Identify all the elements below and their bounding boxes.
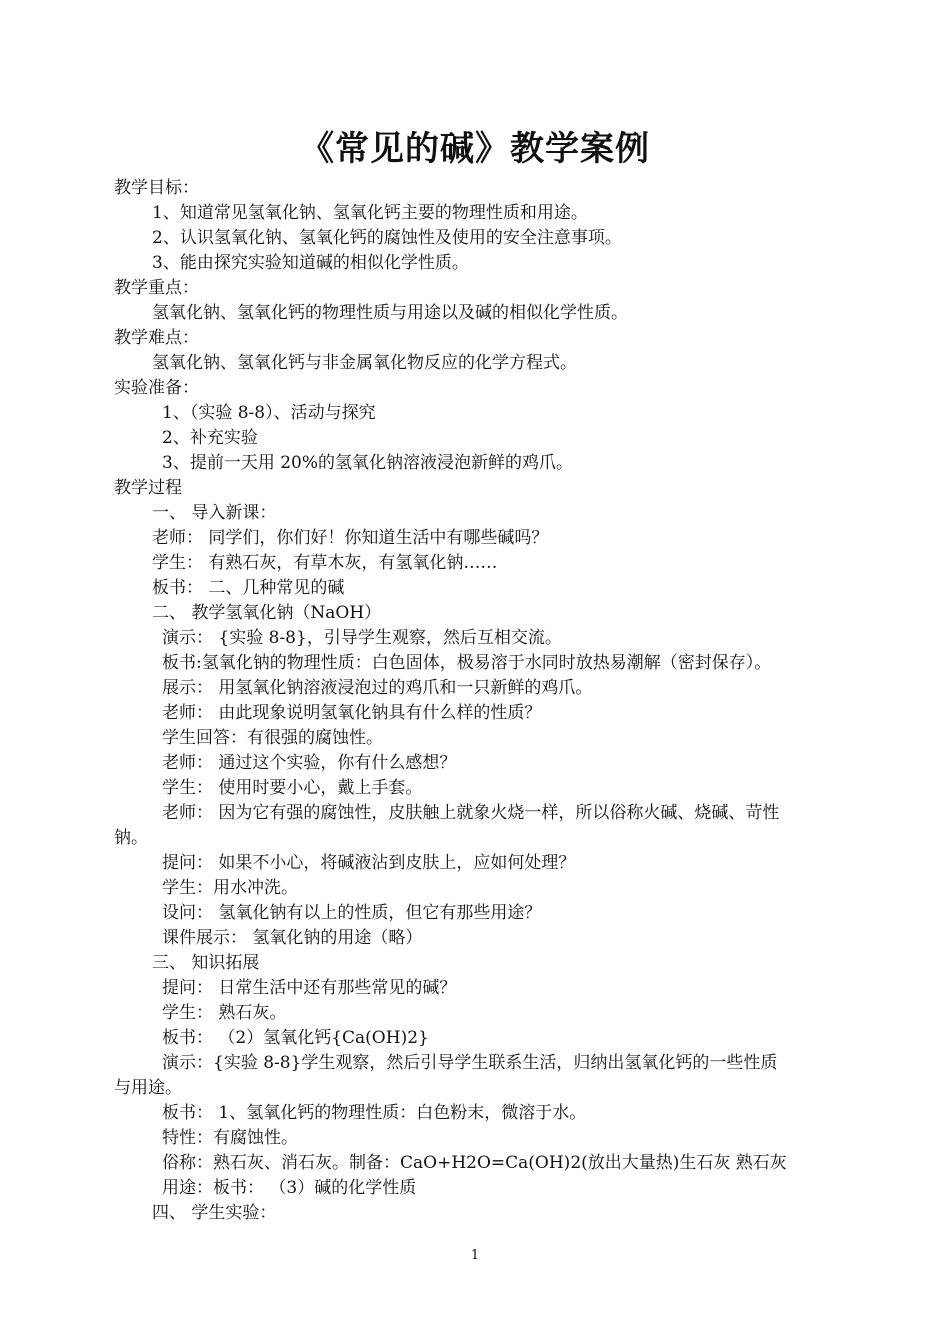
text-line: 展示： 用氢氧化钠溶液浸泡过的鸡爪和一只新鲜的鸡爪。 (162, 678, 593, 698)
text-line: 俗称：熟石灰、消石灰。制备：CaO+H2O=Ca(OH)2(放出大量热)生石灰 熟石灰 (162, 1153, 787, 1173)
text-line: 3、提前一天用 20%的氢氧化钠溶液浸泡新鲜的鸡爪。 (162, 453, 574, 473)
document-title: 《常见的碱》教学案例 (300, 129, 650, 169)
text-line: 用途：板书： （3）碱的化学性质 (162, 1178, 417, 1198)
text-line: 3、能由探究实验知道碱的相似化学性质。 (152, 253, 469, 273)
text-line: 学生： 有熟石灰，有草木灰，有氢氧化钠…… (152, 553, 498, 573)
text-line: 学生回答：有很强的腐蚀性。 (162, 728, 383, 748)
text-line: 实验准备： (114, 378, 199, 398)
text-line: 二、 教学氢氧化钠（NaOH） (152, 603, 382, 623)
text-line: 板书:氢氧化钠的物理性质：白色固体，极易溶于水同时放热易潮解（密封保存）。 (162, 653, 772, 673)
text-line: 演示：{实验 8-8}学生观察，然后引导学生联系生活，归纳出氢氧化钙的一些性质 (162, 1053, 778, 1073)
text-line: 1、（实验 8-8）、活动与探究 (162, 403, 376, 423)
text-line: 教学重点： (114, 278, 199, 298)
text-line: 一、 导入新课： (152, 503, 277, 523)
text-line: 教学目标： (114, 178, 199, 198)
text-line: 教学过程 (114, 478, 182, 498)
text-line: 学生：用水冲洗。 (162, 878, 298, 898)
text-line: 设问： 氢氧化钠有以上的性质，但它有那些用途？ (162, 903, 542, 923)
text-line: 提问： 日常生活中还有那些常见的碱？ (162, 978, 457, 998)
text-line: 演示： {实验 8-8}，引导学生观察，然后互相交流。 (162, 628, 562, 648)
page-number: 1 (470, 1248, 480, 1263)
text-line: 四、 学生实验： (152, 1203, 277, 1223)
text-line: 学生： 熟石灰。 (162, 1003, 287, 1023)
text-line: 氢氧化钠、氢氧化钙与非金属氧化物反应的化学方程式。 (152, 353, 577, 373)
text-line: 课件展示： 氢氧化钠的用途（略） (162, 928, 423, 948)
text-line: 老师： 因为它有强的腐蚀性，皮肤触上就象火烧一样，所以俗称火碱、烧碱、苛性 (162, 803, 780, 823)
text-line: 板书： 二、几种常见的碱 (152, 578, 345, 598)
text-line: 氢氧化钠、氢氧化钙的物理性质与用途以及碱的相似化学性质。 (152, 303, 628, 323)
text-line: 2、补充实验 (162, 428, 258, 448)
text-line: 教学难点： (114, 328, 199, 348)
text-line: 钠。 (114, 828, 148, 848)
text-line: 老师： 由此现象说明氢氧化钠具有什么样的性质？ (162, 703, 542, 723)
text-line: 三、 知识拓展 (152, 953, 260, 973)
text-line: 提问： 如果不小心，将碱液沾到皮肤上，应如何处理？ (162, 853, 576, 873)
text-line: 老师： 通过这个实验，你有什么感想？ (162, 753, 457, 773)
text-line: 2、认识氢氧化钠、氢氧化钙的腐蚀性及使用的安全注意事项。 (152, 228, 622, 248)
text-line: 板书： 1、氢氧化钙的物理性质：白色粉末，微溶于水。 (162, 1103, 587, 1123)
text-line: 1、知道常见氢氧化钠、氢氧化钙主要的物理性质和用途。 (152, 203, 588, 223)
text-line: 特性：有腐蚀性。 (162, 1128, 298, 1148)
text-line: 老师： 同学们，你们好！你知道生活中有哪些碱吗？ (152, 528, 549, 548)
text-line: 学生： 使用时要小心，戴上手套。 (162, 778, 423, 798)
text-line: 与用途。 (114, 1078, 182, 1098)
text-line: 板书： （2）氢氧化钙{Ca(OH)2} (162, 1028, 429, 1048)
